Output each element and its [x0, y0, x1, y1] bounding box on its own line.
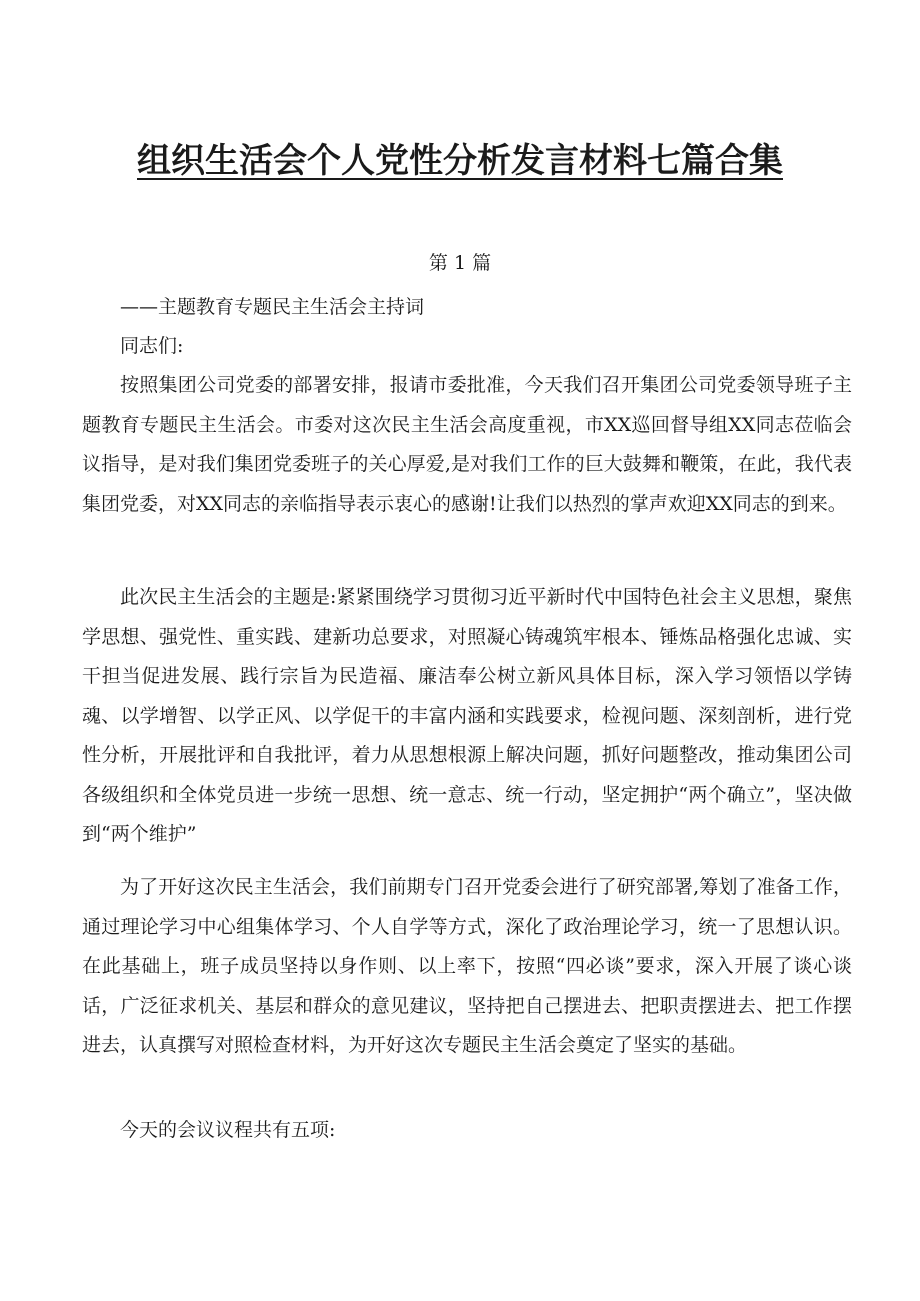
article-label: 第 1 篇	[428, 252, 492, 274]
paragraph-3: 为了开好这次民主生活会，我们前期专门召开党委会进行了研究部署,筹划了准备工作，通过理论学习中心组集体学习、个人自学等方式，深化了政治理论学习，统一了思想认识。在此基础上，班子成员坚持以身作则、以上率下，按照“四必谈”要求，深入开展了谈心谈话，广泛征求机关、基层和群众的意见建议，坚持把自己摆进去、把职责摆进去、把工作摆进去，认真撰写对照检查材料，为开好这次专题民主生活会奠定了坚实的基础。	[82, 876, 852, 1056]
document-title: 组织生活会个人党性分析发言材料七篇合集	[137, 141, 783, 181]
paragraph-1: 按照集团公司党委的部署安排，报请市委批准，今天我们召开集团公司党委领导班子主题教育专题民主生活会。市委对这次民主生活会高度重视，市XX巡回督导组XX同志莅临会议指导，是对我们集团党委班子的关心厚爱,是对我们工作的巨大鼓舞和鞭策，在此，我代表集团党委，对XX同志的亲临指导表示衷心的感谢!让我们以热烈的掌声欢迎XX同志的到来。	[82, 374, 852, 515]
paragraph-4: 今天的会议议程共有五项:	[120, 1119, 336, 1141]
greeting: 同志们:	[120, 335, 184, 357]
paragraph-2: 此次民主生活会的主题是:紧紧围绕学习贯彻习近平新时代中国特色社会主义思想，聚焦学思想、强党性、重实践、建新功总要求，对照凝心铸魂筑牢根本、锤炼品格强化忠诚、实干担当促进发展、践行宗旨为民造福、廉洁奉公树立新风具体目标，深入学习领悟以学铸魂、以学增智、以学正风、以学促干的丰富内涵和实践要求，检视问题、深刻剖析，进行党性分析，开展批评和自我批评，着力从思想根源上解决问题，抓好问题整改，推动集团公司各级组织和全体党员进一步统一思想、统一意志、统一行动，坚定拥护“两个确立”，坚决做到“两个维护”	[82, 586, 852, 845]
article-subtitle: ——主题教育专题民主生活会主持词	[120, 296, 425, 318]
